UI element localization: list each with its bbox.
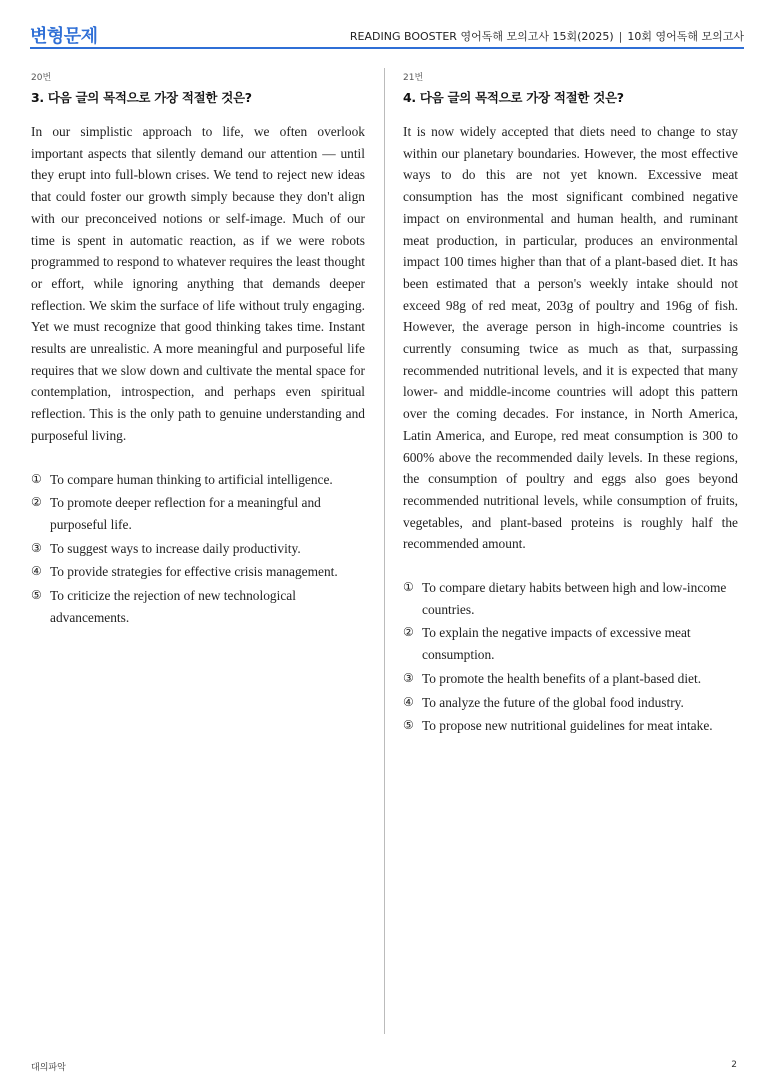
- answer-option[interactable]: [403, 622, 738, 665]
- option-number: ③: [31, 540, 42, 555]
- question-passage: It is now widely accepted that diets need to change to stay within our planetary boundaries. However, the most effective ways to do this are not yet known. Excessive meat consumption has the most significant combined negative impact on environmental and human health, and ruminant meat production, in particular, produces an environmental impact 100 times higher than that of a plant-based diet. It has been estimated that a person's weekly intake should not exceed 98g of red meat, 203g of poultry and 196g of fish. However, the average person in high-income countries is currently consuming twice as much as that, surpassing recommended nutritional levels, and it is expected that many lower- and middle-income countries will adopt this pattern over the coming decades. For instance, in North America, Latin America, and Europe, red meat consumption is 300 to 600% above the recommended daily levels. In these regions, the consumption of poultry and eggs also goes beyond recommended nutritional levels, while consumption of fruits, vegetables, and plant-based proteins is roughly half the recommended amount.: [403, 124, 738, 552]
- column-divider: [384, 68, 385, 1034]
- option-number: ①: [31, 471, 42, 486]
- option-text: To explain the negative impacts of excessive meat consumption.: [422, 625, 691, 663]
- question-source-number: 20번: [31, 73, 52, 83]
- option-text: To promote deeper reflection for a meaningful and purposeful life.: [50, 495, 321, 532]
- option-number: ④: [31, 564, 42, 579]
- series-title: READING BOOSTER 영어독해 모의고사 15회(2025): [349, 30, 614, 43]
- option-text: To propose new nutritional guidelines for meat intake.: [422, 718, 713, 734]
- answer-option[interactable]: [403, 715, 738, 737]
- answer-option[interactable]: [403, 692, 738, 714]
- page-number: 2: [731, 1060, 737, 1070]
- answer-option[interactable]: [31, 492, 365, 535]
- option-number: ③: [403, 670, 414, 685]
- header-info: [350, 28, 744, 44]
- header-rule: [30, 47, 744, 49]
- question-source-number: 21번: [403, 73, 424, 83]
- exam-title: 10회 영어독해 모의고사: [627, 30, 744, 43]
- option-text: To suggest ways to increase daily productivity.: [50, 540, 301, 556]
- option-text: To criticize the rejection of new technological advancements.: [50, 588, 296, 625]
- question-column-left: [31, 70, 365, 630]
- answer-options: [31, 469, 365, 629]
- option-text: To compare dietary habits between high and low-income countries.: [422, 580, 727, 617]
- option-number: ②: [31, 495, 42, 510]
- option-number: ②: [403, 625, 414, 640]
- option-number: ④: [403, 694, 414, 709]
- answer-options: [403, 577, 738, 737]
- option-text: To analyze the future of the global food industry.: [422, 694, 684, 710]
- option-number: ⑤: [403, 718, 414, 733]
- answer-option[interactable]: [31, 538, 365, 560]
- answer-option[interactable]: [31, 469, 365, 491]
- header-separator: |: [618, 30, 623, 43]
- option-text: To provide strategies for effective crisis management.: [50, 564, 338, 580]
- question-title: 3. 다음 글의 목적으로 가장 적절한 것은?: [31, 90, 252, 105]
- question-passage: In our simplistic approach to life, we often overlook important aspects that silently demand our attention — until they erupt into full-blown crises. We tend to reject new ideas that could foster our growth simply because they don't align with our preconceived notions or self-image. Much of our time is spent in automatic reaction, as if we were robots programmed to respond to whatever requires the least thought or effort, while ignoring anything that demands deeper reflection. We skim the surface of life without truly engaging. Yet we must recognize that good thinking takes time. Instant results are unrealistic. A more meaningful and purposeful life requires that we slow down and cultivate the mental space for contemplation, introspection, and perhaps even spiritual reflection. This is the only path to genuine understanding and purposeful living.: [31, 124, 365, 443]
- answer-option[interactable]: [31, 561, 365, 583]
- answer-option[interactable]: [403, 668, 738, 690]
- answer-option[interactable]: [31, 585, 365, 628]
- option-text: To compare human thinking to artificial intelligence.: [50, 471, 333, 487]
- brand-title: 변형문제: [30, 26, 98, 47]
- footer-section-label: 대의파악: [31, 1063, 66, 1073]
- option-number: ①: [403, 580, 414, 595]
- question-title: 4. 다음 글의 목적으로 가장 적절한 것은?: [403, 90, 624, 105]
- option-text: To promote the health benefits of a plant-based diet.: [422, 670, 702, 686]
- question-column-right: [403, 70, 738, 739]
- option-number: ⑤: [31, 588, 42, 603]
- page-header: [30, 18, 744, 48]
- answer-option[interactable]: [403, 577, 738, 620]
